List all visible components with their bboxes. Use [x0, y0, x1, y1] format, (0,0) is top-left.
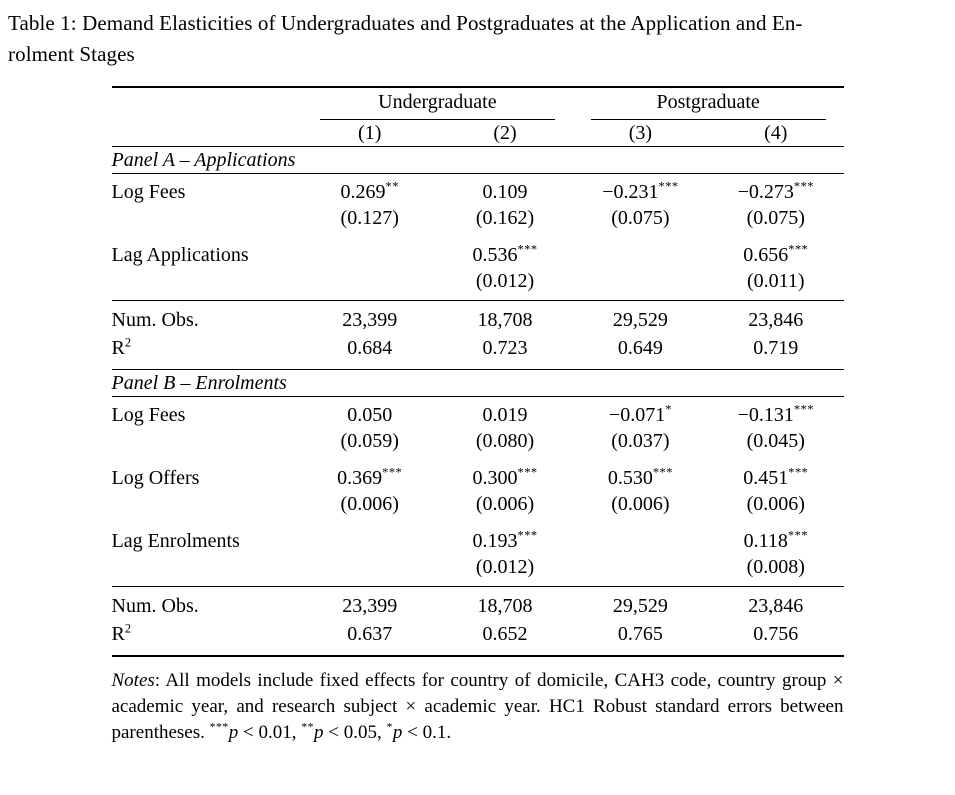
table-row [112, 174, 844, 206]
significance-stars: *** [793, 402, 814, 417]
undergraduate-spanner [320, 88, 555, 120]
stat-cell: 0.756 [753, 623, 799, 645]
results-table [112, 86, 844, 657]
undergraduate-group-label: Undergraduate [378, 91, 497, 113]
row-label: Lag Enrolments [111, 530, 240, 552]
row-label [112, 619, 303, 656]
stat-label-sup: 2 [124, 335, 132, 350]
coef-value: −0.273 [737, 181, 794, 203]
stat-cell: 18,708 [477, 595, 533, 617]
coef-value: 0.530 [607, 467, 653, 489]
column-header-1: (1) [302, 120, 437, 147]
se-cell [573, 268, 708, 301]
se-cell: (0.059) [340, 430, 399, 452]
coef-value: −0.131 [737, 404, 794, 426]
table-row [112, 428, 844, 460]
stat-cell: 23,399 [342, 595, 398, 617]
table-row [112, 205, 844, 237]
p-threshold: < 0.05, [323, 722, 387, 743]
coef-value: 0.656 [743, 244, 789, 266]
table-row [112, 491, 844, 523]
table-notes [112, 668, 844, 746]
se-cell [302, 268, 437, 301]
coef-cell [708, 523, 843, 554]
notes-body: : All models include fixed effects for country of domicile, CAH3 code, country group × academic year, and research subject × academic year. HC1 Robust standard errors between parentheses. [111, 670, 844, 743]
column-group-undergraduate [302, 87, 573, 120]
p-threshold: < 0.01, [238, 722, 302, 743]
coef-value: 0.193 [472, 530, 518, 552]
significance-stars: *** [788, 465, 809, 480]
se-cell: (0.012) [437, 554, 572, 587]
panel-b-label-row [112, 370, 844, 397]
p-symbol: p [314, 722, 324, 743]
table-row [112, 523, 844, 554]
column-header-3: (3) [573, 120, 708, 147]
stat-cell: 18,708 [477, 309, 533, 331]
p-symbol: p [392, 722, 403, 743]
table-row [112, 554, 844, 587]
stat-label-sup: 2 [124, 621, 132, 636]
coef-value: −0.231 [602, 181, 659, 203]
significance-stars: *** [517, 242, 538, 257]
stat-cell: 0.652 [482, 623, 528, 645]
column-number-row [112, 120, 844, 147]
significance-stars: *** [788, 242, 809, 257]
stat-cell: 29,529 [612, 309, 668, 331]
table-title-line1: Table 1: Demand Elasticities of Undergraduates and Postgraduates at the Application and En- [8, 11, 803, 35]
se-cell: (0.037) [611, 430, 670, 452]
coef-cell [437, 460, 572, 491]
significance-stars: * [665, 402, 672, 417]
row-label [112, 587, 303, 620]
row-label-empty [112, 554, 303, 587]
se-cell: (0.012) [437, 268, 572, 301]
table-row [112, 619, 844, 656]
p-symbol: p [228, 722, 239, 743]
stat-cell: 0.684 [302, 333, 437, 370]
coef-value: 0.050 [347, 404, 393, 426]
coef-cell [573, 174, 708, 206]
se-cell: (0.075) [746, 207, 805, 229]
row-label: Log Fees [111, 181, 186, 203]
table-title [8, 8, 947, 70]
coef-cell [302, 523, 437, 554]
table-row [112, 460, 844, 491]
se-cell [302, 554, 437, 587]
significance-stars: ** [301, 720, 315, 734]
coef-value: 0.451 [743, 467, 789, 489]
se-cell: (0.011) [708, 268, 843, 301]
stat-label: R [111, 623, 125, 645]
panel-b-label: Panel B – Enrolments [112, 370, 844, 397]
coef-cell [302, 460, 437, 491]
row-label-empty [112, 428, 303, 460]
corner-cell [112, 87, 303, 120]
se-cell: (0.080) [475, 430, 535, 452]
coef-value: 0.536 [472, 244, 518, 266]
coef-cell [573, 397, 708, 429]
stat-cell: 0.637 [347, 623, 393, 645]
panel-a-label: Panel A – Applications [112, 147, 844, 174]
stat-cell: 23,846 [748, 595, 804, 617]
postgraduate-spanner [591, 88, 826, 120]
significance-stars: *** [517, 465, 538, 480]
coef-cell [437, 174, 572, 206]
table-row [112, 587, 844, 620]
table-title-line2: rolment Stages [8, 42, 135, 66]
se-cell: (0.006) [746, 493, 805, 515]
significance-stars: *** [652, 465, 673, 480]
table-row [112, 237, 844, 268]
significance-stars: *** [658, 179, 679, 194]
row-label: Lag Applications [111, 244, 249, 266]
stat-cell: 23,399 [342, 309, 398, 331]
table-row [112, 397, 844, 429]
coef-value: −0.071 [608, 404, 666, 426]
significance-stars: *** [517, 528, 538, 543]
coef-cell [573, 523, 708, 554]
significance-stars: *** [382, 465, 403, 480]
coef-value: 0.019 [482, 404, 528, 426]
se-cell [573, 554, 708, 587]
se-cell: (0.006) [475, 493, 535, 515]
se-cell: (0.075) [611, 207, 670, 229]
row-label: Log Offers [111, 467, 200, 489]
significance-stars: *** [787, 528, 808, 543]
coef-value: 0.300 [472, 467, 518, 489]
column-group-postgraduate [573, 87, 844, 120]
stat-cell: 0.765 [617, 623, 663, 645]
se-cell: (0.162) [475, 207, 535, 229]
column-group-row [112, 87, 844, 120]
table-row [112, 333, 844, 370]
significance-stars: ** [385, 179, 399, 194]
coef-cell [437, 237, 572, 268]
coef-cell [302, 174, 437, 206]
row-label [112, 301, 303, 334]
coef-cell [708, 237, 843, 268]
significance-stars: *** [793, 179, 814, 194]
coef-cell [437, 397, 572, 429]
coef-cell [708, 397, 843, 429]
stat-label: Num. Obs. [111, 309, 199, 331]
column-header-4: (4) [708, 120, 843, 147]
significance-stars: *** [209, 720, 229, 734]
se-cell: (0.006) [340, 493, 399, 515]
row-label [112, 333, 303, 370]
stat-label: Num. Obs. [111, 595, 199, 617]
table-row [112, 268, 844, 301]
notes-label: Notes [111, 670, 155, 691]
coef-cell [573, 460, 708, 491]
stat-label: R [111, 337, 125, 359]
coef-value: 0.118 [743, 530, 788, 552]
se-cell: (0.045) [746, 430, 805, 452]
stat-cell: 0.723 [437, 333, 572, 370]
table-row [112, 301, 844, 334]
p-threshold: < 0.1. [402, 722, 452, 743]
stat-cell: 29,529 [612, 595, 668, 617]
coef-value: 0.269 [340, 181, 386, 203]
coef-cell [708, 174, 843, 206]
se-cell: (0.127) [340, 207, 399, 229]
stat-cell: 23,846 [748, 309, 804, 331]
coef-value: 0.109 [482, 181, 528, 203]
coef-cell [302, 397, 437, 429]
table-container [112, 86, 844, 657]
row-label-empty [112, 205, 303, 237]
coef-cell [573, 237, 708, 268]
coef-cell [302, 237, 437, 268]
postgraduate-group-label: Postgraduate [656, 91, 760, 113]
se-cell: (0.006) [611, 493, 670, 515]
stat-cell: 0.649 [573, 333, 708, 370]
coef-cell [708, 460, 843, 491]
panel-a-label-row [112, 147, 844, 174]
row-label-empty [112, 268, 303, 301]
column-header-2: (2) [437, 120, 572, 147]
row-label: Log Fees [111, 404, 186, 426]
stat-cell: 0.719 [708, 333, 843, 370]
row-label-empty [112, 491, 303, 523]
coef-cell [437, 523, 572, 554]
corner-cell [112, 120, 303, 147]
coef-value: 0.369 [337, 467, 383, 489]
se-cell: (0.008) [708, 554, 843, 587]
significance-stars: * [386, 720, 393, 734]
